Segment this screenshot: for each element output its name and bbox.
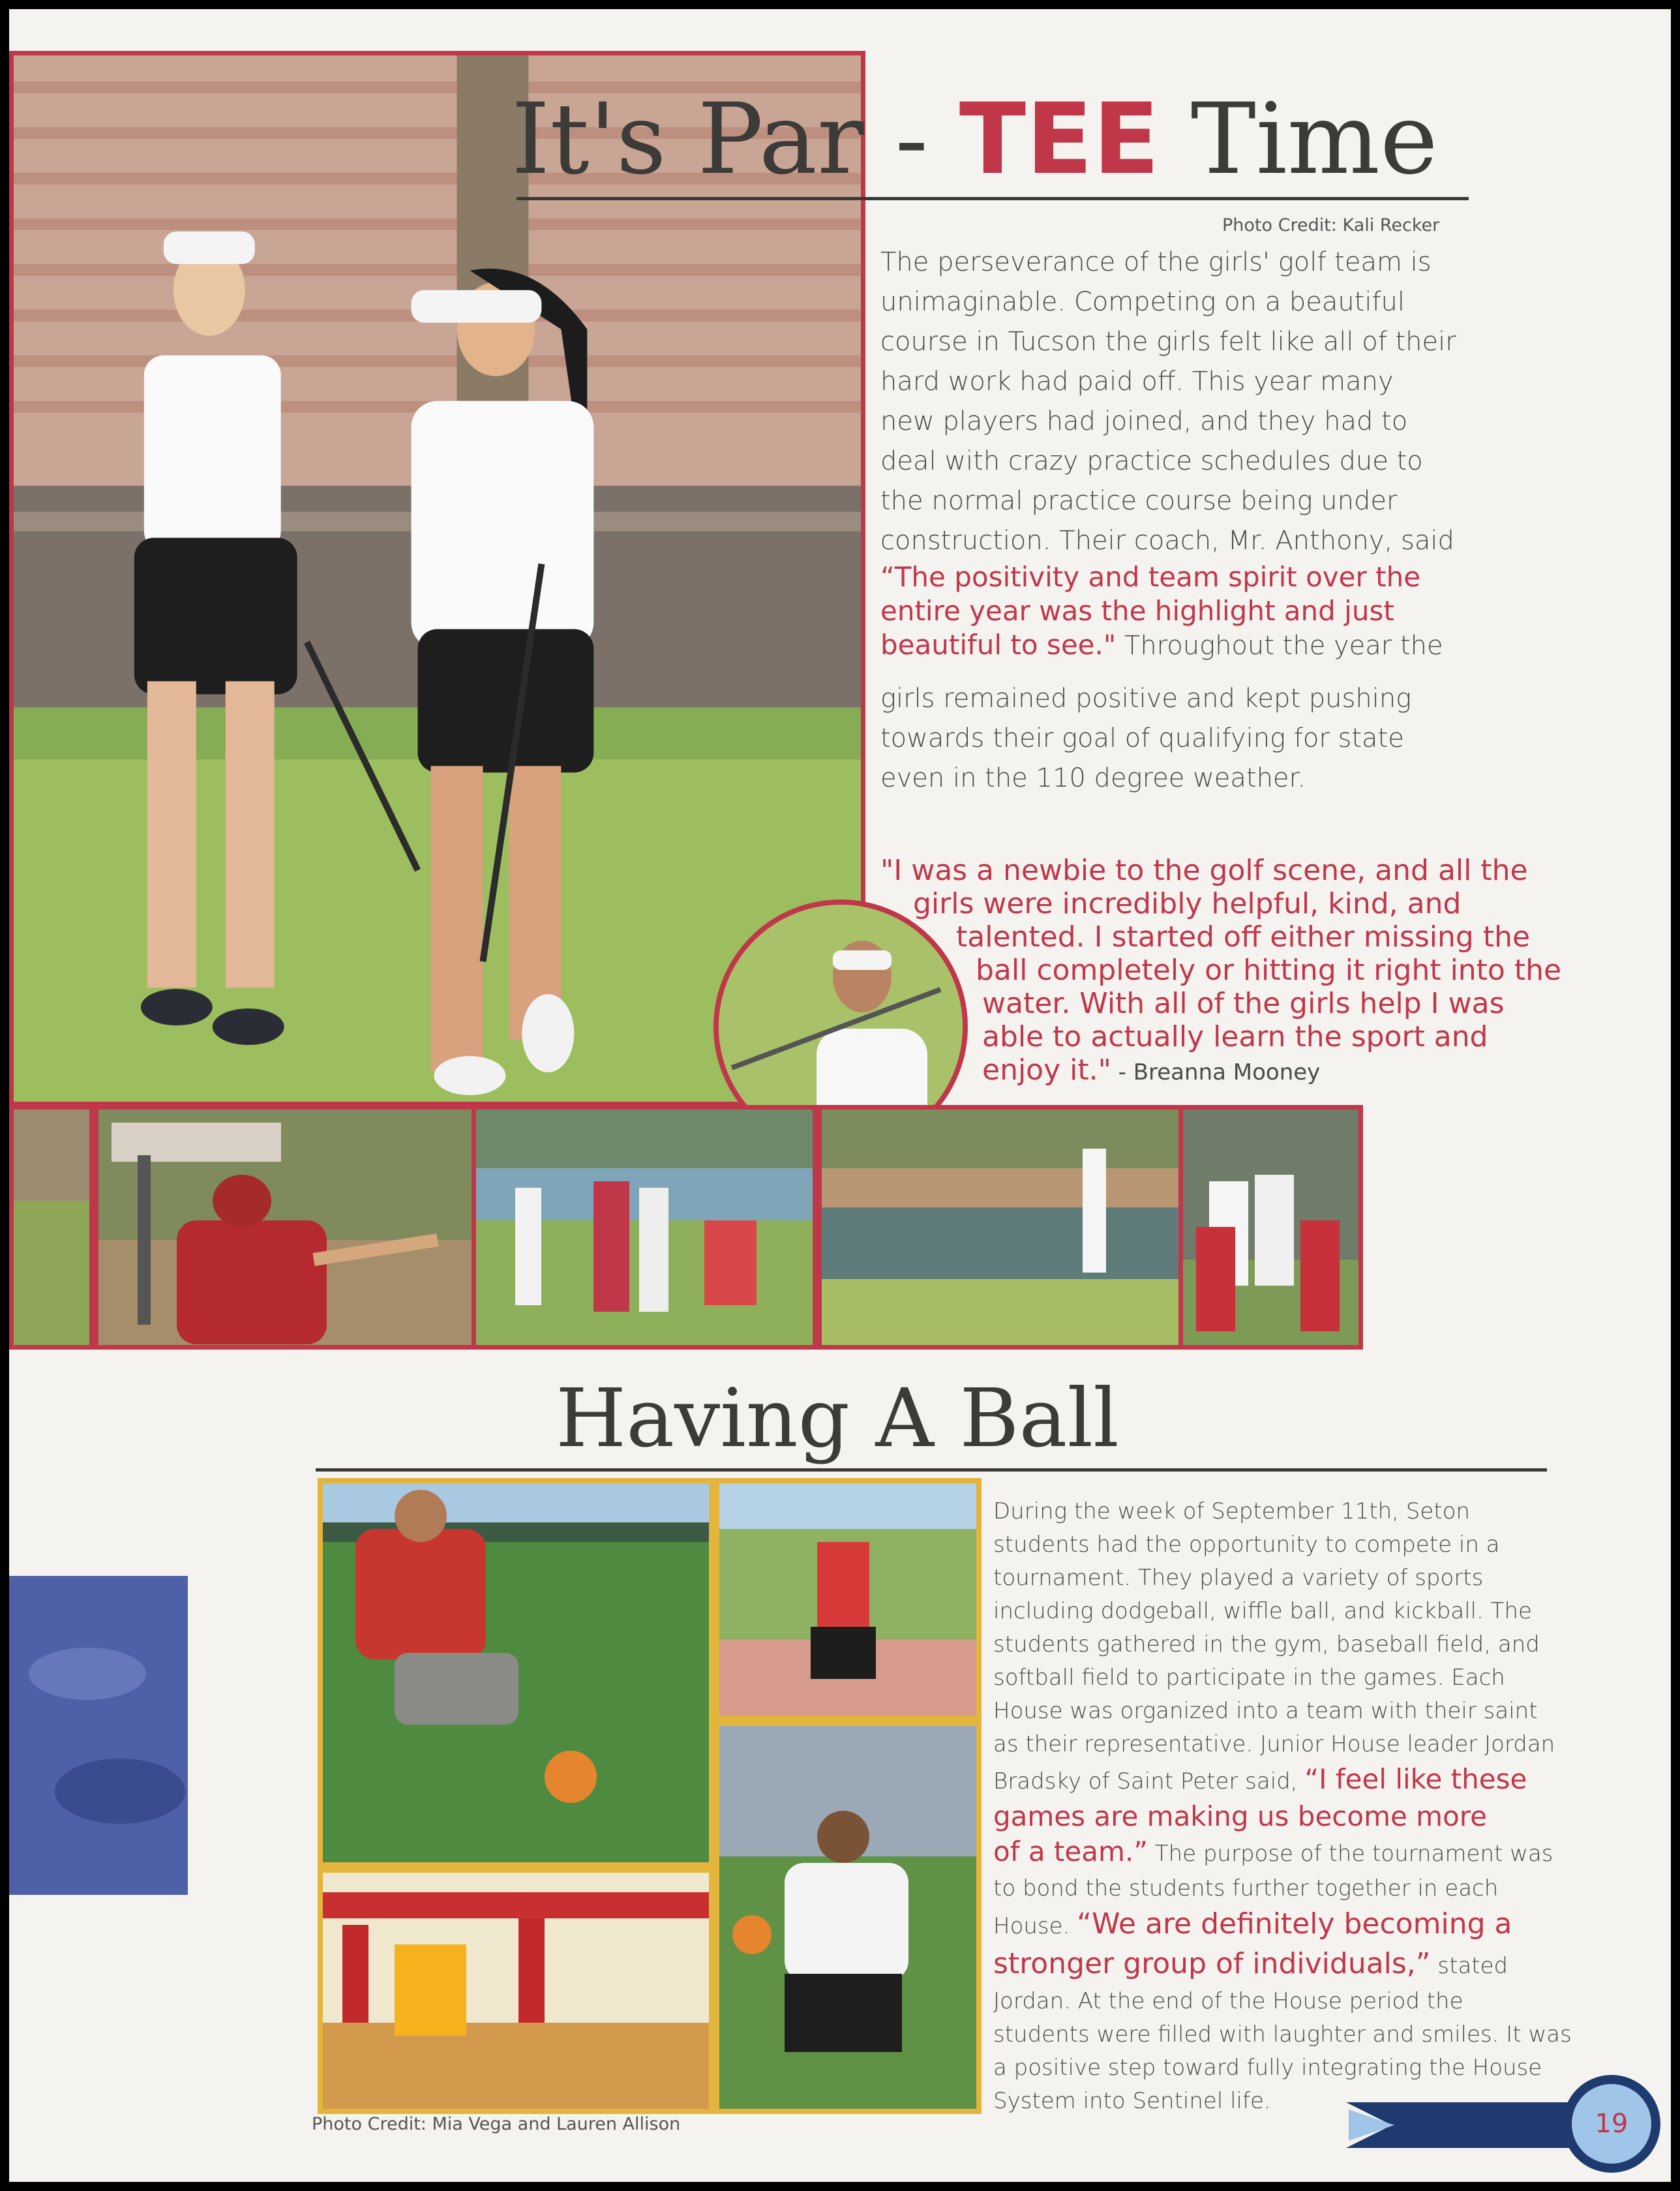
ball-story-line: a positive step toward fully integrating the House (993, 2055, 1542, 2081)
gym-dodgeball-photo (318, 1867, 714, 2114)
jordan-quote-2: “We are definitely becoming a (1077, 1907, 1512, 1941)
golf-strip-photo-5 (1178, 1105, 1363, 1350)
ball-photo-credit: Photo Credit: Mia Vega and Lauren Allison (312, 2114, 681, 2134)
golf-story-line: construction. Their coach, Mr. Anthony, said (880, 526, 1454, 556)
yearbook-page (9, 9, 1671, 2182)
golf-strip-photo-1 (9, 1105, 94, 1350)
ball-story-line: The purpose of the tournament was (1148, 1841, 1553, 1867)
golf-title-rule (517, 197, 1469, 200)
ball-story-line: During the week of September 11th, Seton (993, 1498, 1470, 1524)
ball-story-line: students had the opportunity to compete in a (993, 1532, 1500, 1558)
ball-story-line: softball field to participate in the games. Each (993, 1665, 1505, 1691)
golf-story-line: even in the 110 degree weather. (880, 763, 1306, 793)
ball-story-line: students were filled with laughter and smiles. It was (993, 2021, 1572, 2047)
ball-story (993, 1495, 1572, 2118)
golf-story-line: course in Tucson the girls felt like all of their (880, 327, 1456, 357)
golf-story-line: hard work had paid off. This year many (880, 367, 1394, 397)
golf-story-line: deal with crazy practice schedules due to (880, 446, 1423, 476)
jordan-quote-1-end: of a team.” (993, 1836, 1148, 1867)
ball-story-line: System into Sentinel life. (993, 2088, 1271, 2114)
ball-story-line: Bradsky of Saint Peter said, (993, 1768, 1305, 1794)
wiffle-ball-photo (714, 1478, 982, 1721)
ball-story-line: Jordan. At the end of the House period the (993, 1988, 1463, 2014)
player-quote-line: water. With all of the girls help I was (982, 987, 1505, 1020)
ball-title-rule (316, 1468, 1547, 1472)
ball-story-line: as their representative. Junior House leader Jordan (993, 1731, 1555, 1757)
golf-story-continuation: Throughout the year the (1116, 631, 1443, 661)
jordan-quote-2-end: stronger group of individuals,” (993, 1947, 1431, 1980)
jordan-quote-1-cont: games are making us become more (993, 1800, 1487, 1832)
kickball-photo (318, 1478, 714, 1867)
dodgeball-field-photo (714, 1721, 982, 2114)
golf-story-line: towards their goal of qualifying for state (880, 723, 1404, 753)
golf-coach-quote (880, 560, 1533, 663)
golf-main-photo (9, 51, 865, 1106)
golf-story-line: the normal practice course being under (880, 486, 1398, 516)
golf-title-accent: TEE (959, 83, 1160, 196)
golf-title (511, 83, 1438, 196)
golf-strip-photo-3 (472, 1105, 817, 1350)
player-quote-attribution: - Breanna Mooney (1111, 1059, 1321, 1085)
golf-story-line: girls remained positive and kept pushing (880, 684, 1412, 714)
ball-story-line: students gathered in the gym, baseball field, and (993, 1631, 1540, 1657)
page-tab-arrow-icon (1349, 2109, 1394, 2141)
ball-story-line: tournament. They played a variety of sports (993, 1565, 1484, 1591)
coach-quote-line: “The positivity and team spirit over the (880, 561, 1421, 593)
coach-quote-line: beautiful to see." (880, 629, 1117, 661)
ball-story-line: including dodgeball, wiffle ball, and kickball. The (993, 1598, 1532, 1624)
golf-photo-credit: Photo Credit: Kali Recker (1222, 215, 1440, 235)
golf-strip-photo-2 (94, 1105, 477, 1350)
player-quote-line: "I was a newbie to the golf scene, and all the (880, 854, 1528, 887)
player-quote-line: able to actually learn the sport and (982, 1020, 1488, 1053)
ball-story-line: to bond the students further together in each (993, 1875, 1499, 1901)
coach-quote-line: entire year was the highlight and just (880, 595, 1394, 627)
ball-title: Having A Ball (556, 1372, 1119, 1466)
page-number-circle (1563, 2075, 1660, 2173)
player-quote-end: enjoy it." (982, 1053, 1111, 1087)
blue-side-photo (9, 1576, 188, 1895)
player-quote-line: talented. I started off either missing the (956, 920, 1531, 954)
player-quote-line: ball completely or hitting it right into the (976, 954, 1562, 987)
golf-strip-photo-4 (817, 1105, 1189, 1350)
golf-story-line: new players had joined, and they had to (880, 406, 1408, 436)
jordan-quote-1: “I feel like these (1304, 1763, 1527, 1795)
page-number: 19 (1595, 2109, 1628, 2139)
golf-story-line: unimaginable. Competing on a beautiful (880, 287, 1405, 317)
golf-title-part1: It's Par - (511, 83, 959, 196)
ball-story-line: House was organized into a team with their saint (993, 1698, 1538, 1724)
player-quote-line (982, 1053, 1320, 1087)
ball-story-line: stated (1430, 1953, 1508, 1979)
ball-story-line: House. (993, 1913, 1077, 1939)
golf-title-part2: Time (1160, 83, 1438, 196)
golf-story-end (880, 679, 1520, 798)
golf-story-line: The perseverance of the girls' golf team is (880, 247, 1432, 277)
player-quote-line: girls were incredibly helpful, kind, and (913, 887, 1462, 920)
golf-story (880, 243, 1520, 561)
